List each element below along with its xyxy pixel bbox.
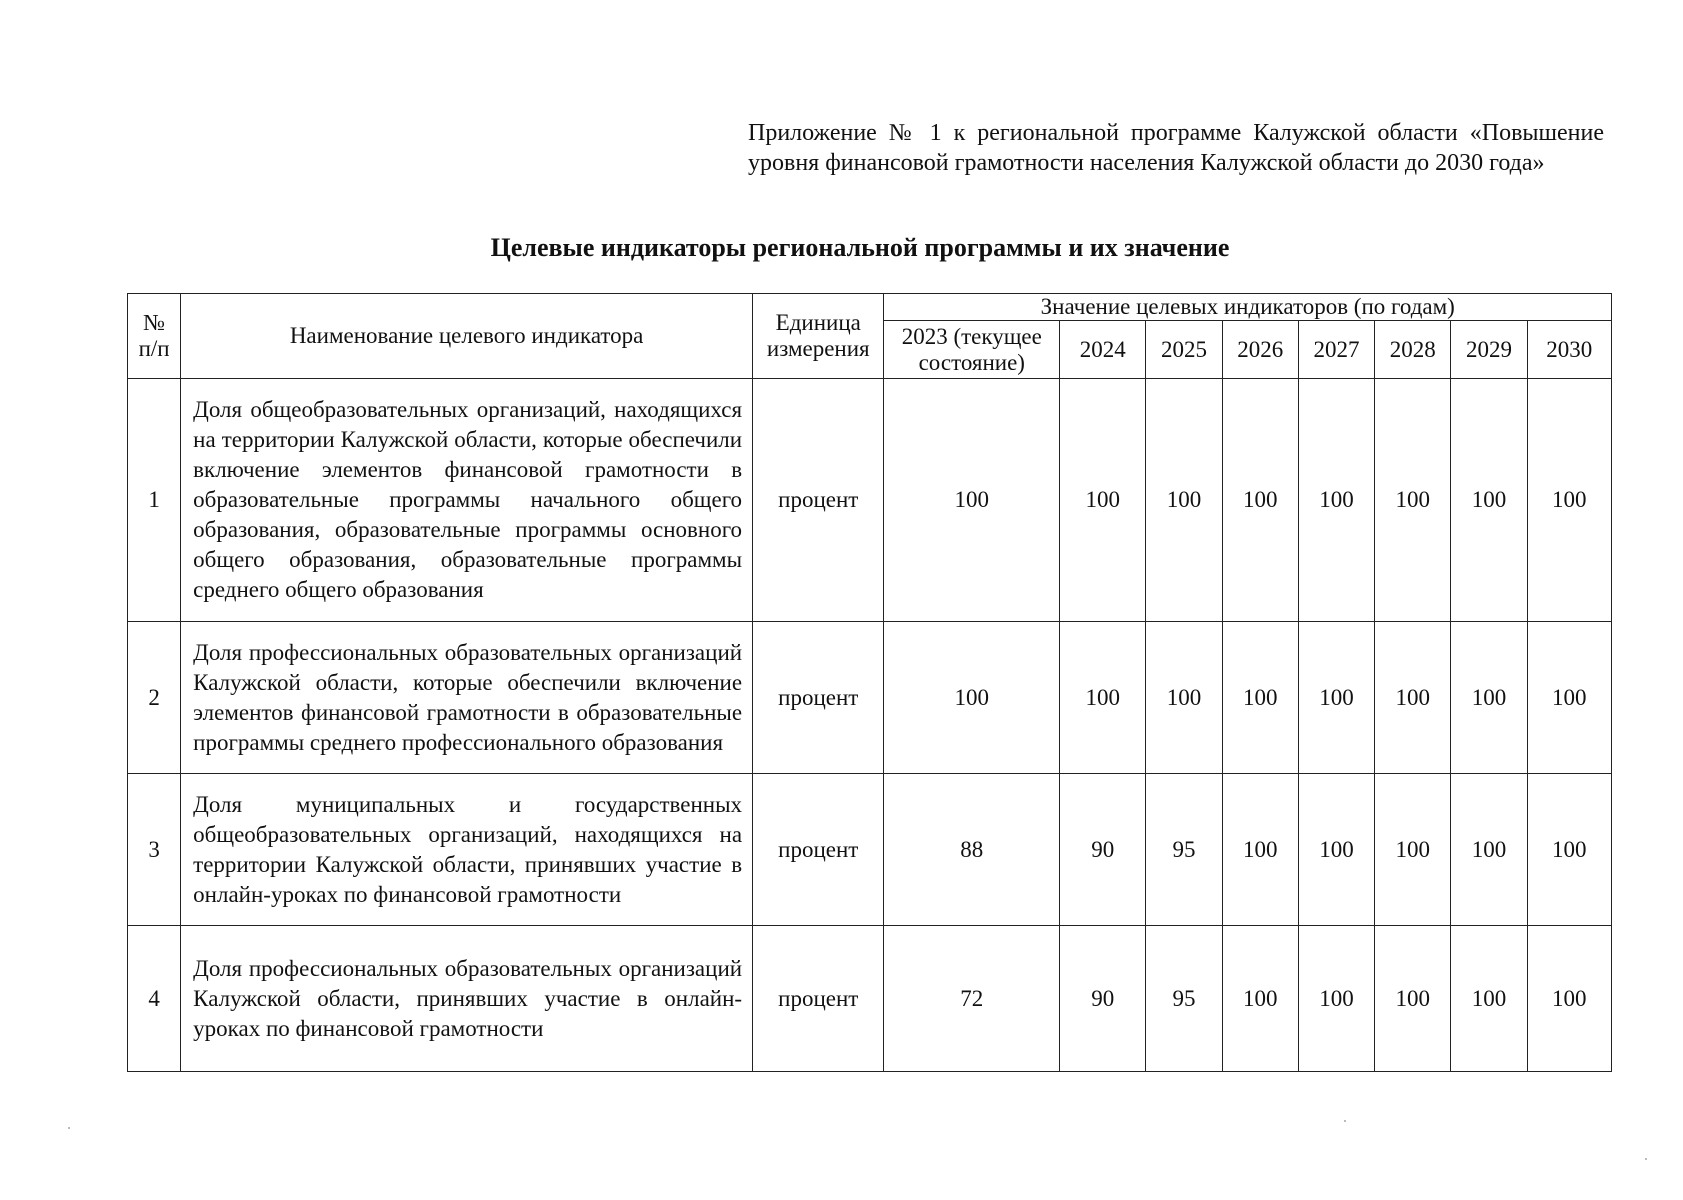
scan-speck bbox=[1645, 1158, 1647, 1160]
header-values-group: Значение целевых индикаторов (по годам) bbox=[884, 294, 1612, 321]
indicator-value: 100 bbox=[1527, 926, 1611, 1072]
indicator-value: 100 bbox=[1451, 622, 1527, 774]
indicator-value: 100 bbox=[1375, 622, 1451, 774]
indicator-value: 100 bbox=[1451, 926, 1527, 1072]
table-body bbox=[128, 379, 1612, 1072]
header-unit: Единица измерения bbox=[753, 294, 884, 379]
indicator-value: 100 bbox=[1146, 379, 1222, 622]
indicator-value: 100 bbox=[1222, 622, 1298, 774]
header-year: 2030 bbox=[1527, 321, 1611, 379]
header-row-top bbox=[128, 294, 1612, 321]
indicator-value: 100 bbox=[1527, 379, 1611, 622]
header-year: 2023 (текущее состояние) bbox=[884, 321, 1060, 379]
indicator-value: 100 bbox=[1298, 774, 1374, 926]
indicator-name: Доля профессиональных образовательных организаций Калужской области, которые обеспечили включение элементов финансовой грамотности в образовательные программы среднего профессионального образования bbox=[181, 622, 753, 774]
indicator-value: 90 bbox=[1060, 774, 1146, 926]
row-number: 3 bbox=[128, 774, 181, 926]
header-name: Наименование целевого индикатора bbox=[181, 294, 753, 379]
indicator-name: Доля профессиональных образовательных организаций Калужской области, принявших участие в онлайн-уроках по финансовой грамотности bbox=[181, 926, 753, 1072]
indicator-value: 72 bbox=[884, 926, 1060, 1072]
indicator-value: 90 bbox=[1060, 926, 1146, 1072]
indicator-value: 100 bbox=[884, 379, 1060, 622]
header-year: 2028 bbox=[1375, 321, 1451, 379]
header-year: 2026 bbox=[1222, 321, 1298, 379]
indicator-value: 100 bbox=[1298, 379, 1374, 622]
indicator-value: 100 bbox=[1222, 774, 1298, 926]
appendix-note: Приложение № 1 к региональной программе Калужской области «Повышение уровня финансовой грамотности населения Калужской области до 2030 года» bbox=[748, 120, 1604, 176]
scan-speck bbox=[68, 1127, 70, 1129]
indicator-value: 100 bbox=[1451, 379, 1527, 622]
indicator-value: 95 bbox=[1146, 774, 1222, 926]
indicator-value: 100 bbox=[1527, 622, 1611, 774]
indicator-value: 100 bbox=[1375, 926, 1451, 1072]
table-row bbox=[128, 379, 1612, 622]
indicator-value: 100 bbox=[1375, 379, 1451, 622]
indicator-value: 100 bbox=[884, 622, 1060, 774]
indicator-value: 100 bbox=[1222, 379, 1298, 622]
table-row bbox=[128, 774, 1612, 926]
indicator-name: Доля общеобразовательных организаций, находящихся на территории Калужской области, которые обеспечили включение элементов финансовой грамотности в образовательные программы начального общего образования, образовательные программы основного общего образования, образовательные программы среднего общего образования bbox=[181, 379, 753, 622]
indicator-name: Доля муниципальных и государственных общеобразовательных организаций, находящихся на территории Калужской области, принявших участие в онлайн-уроках по финансовой грамотности bbox=[181, 774, 753, 926]
row-number: 1 bbox=[128, 379, 181, 622]
header-year: 2027 bbox=[1298, 321, 1374, 379]
indicator-value: 100 bbox=[1527, 774, 1611, 926]
table-row bbox=[128, 926, 1612, 1072]
header-num: № п/п bbox=[128, 294, 181, 379]
indicator-value: 100 bbox=[1146, 622, 1222, 774]
indicator-value: 100 bbox=[1060, 622, 1146, 774]
indicator-value: 100 bbox=[1298, 926, 1374, 1072]
indicator-unit: процент bbox=[753, 622, 884, 774]
header-year: 2025 bbox=[1146, 321, 1222, 379]
indicator-value: 95 bbox=[1146, 926, 1222, 1072]
indicator-value: 100 bbox=[1222, 926, 1298, 1072]
indicator-unit: процент bbox=[753, 774, 884, 926]
table-header bbox=[128, 294, 1612, 379]
indicator-value: 100 bbox=[1298, 622, 1374, 774]
indicator-value: 88 bbox=[884, 774, 1060, 926]
indicator-unit: процент bbox=[753, 379, 884, 622]
indicator-unit: процент bbox=[753, 926, 884, 1072]
document-title: Целевые индикаторы региональной программы и их значение bbox=[490, 233, 1230, 262]
indicator-value: 100 bbox=[1060, 379, 1146, 622]
header-year: 2029 bbox=[1451, 321, 1527, 379]
row-number: 2 bbox=[128, 622, 181, 774]
indicator-value: 100 bbox=[1451, 774, 1527, 926]
row-number: 4 bbox=[128, 926, 181, 1072]
indicator-value: 100 bbox=[1375, 774, 1451, 926]
header-year: 2024 bbox=[1060, 321, 1146, 379]
table-row bbox=[128, 622, 1612, 774]
scan-speck bbox=[1344, 1120, 1346, 1122]
indicators-table bbox=[127, 293, 1612, 1072]
